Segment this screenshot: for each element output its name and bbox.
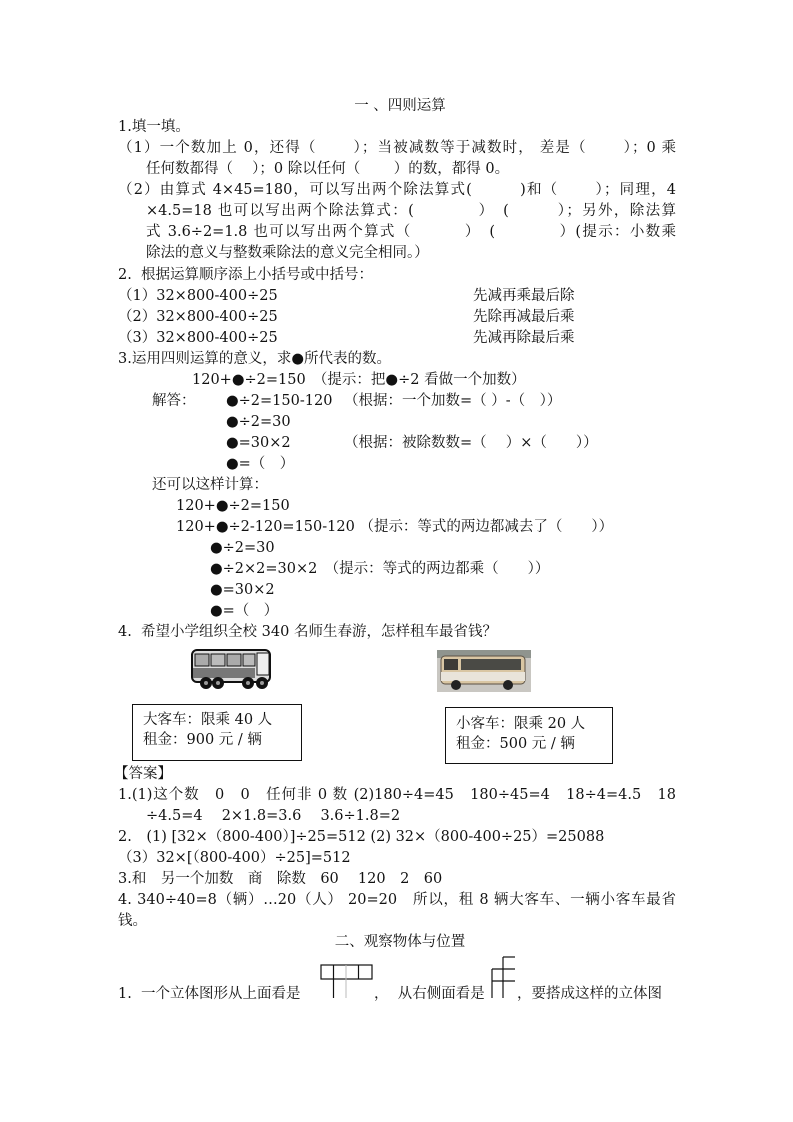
answers-heading: 【答案】	[114, 766, 172, 782]
q1-part1-line2: 任何数都得（ ）；0 除以任何（ ）的数，都得 0。	[146, 161, 510, 177]
q3-step-4-expr: ●=（ ）	[226, 456, 295, 472]
small-bus-info-box	[445, 707, 613, 764]
q2-item-2-order: 先除再减最后乘	[473, 309, 575, 325]
q2-heading: 2. 根据运算顺序添上小括号或中括号：	[118, 267, 374, 283]
q2-item-3-expr: （3）32×800-400÷25	[118, 330, 278, 346]
answer-2-line1: 2. (1) [32×（800-400）]÷25=512 (2) 32×（800-400÷25）=25088	[118, 829, 605, 845]
q3-heading: 3.运用四则运算的意义，求●所代表的数。	[118, 351, 391, 367]
q4-heading: 4. 希望小学组织全校 340 名师生春游，怎样租车最省钱？	[118, 624, 497, 640]
q2-item-3-order: 先减再除最后乘	[473, 330, 575, 346]
answer-3: 3.和 另一个加数 商 除数 60 120 2 60	[118, 871, 443, 887]
section2-q1-text-part2: ， 从右侧面看是	[374, 986, 485, 1002]
q3-step-2-expr: ●÷2=30	[226, 414, 291, 430]
small-bus-capacity: 小客车：限乘 20 人	[456, 716, 586, 732]
q3-alt-step-6: ●=（ ）	[210, 603, 279, 619]
q3-alt-step-5: ●=30×2	[210, 582, 275, 598]
q3-alt-step-3: ●÷2=30	[210, 540, 275, 556]
q3-alt-step-2: 120+●÷2-120=150-120 （提示：等式的两边都减去了（ ））	[176, 519, 614, 535]
answer-4-line1: 4. 340÷40=8（辆）…20（人） 20=20 所以，租 8 辆大客车、一辆小客车最省	[118, 892, 676, 908]
q3-alt-step-4: ●÷2×2=30×2 （提示：等式的两边都乘（ ））	[210, 561, 550, 577]
q1-part2-line4: 除法的意义与整数乘除法的意义完全相同。）	[146, 245, 429, 261]
q1-part2-line2: ×4.5=18 也可以写出两个除法算式：( ） ( ）；另外，除法算	[146, 203, 676, 219]
q1-part2-line1: （2）由算式 4×45=180，可以写出两个除法算式( )和（ ）；同理，4	[118, 182, 676, 198]
q3-alt-heading: 还可以这样计算：	[152, 477, 268, 493]
q3-step-3-hint: （根据：被除数数=（ ）×（ ））	[344, 435, 598, 451]
q3-answer-label: 解答：	[152, 393, 196, 409]
q3-step-1-expr: ●÷2=150-120	[226, 393, 333, 409]
big-bus-capacity: 大客车：限乘 40 人	[143, 712, 273, 728]
section-title-arithmetic: 一 、四则运算	[354, 98, 446, 114]
answer-2-line2: （3）32×[（800-400）÷25]=512	[118, 850, 351, 866]
answer-1-line2: ÷4.5=4 2×1.8=3.6 3.6÷1.8=2	[146, 808, 401, 824]
answer-4-line2: 钱。	[118, 913, 147, 929]
big-bus-info-box	[132, 704, 302, 761]
q3-equation: 120+●÷2=150 （提示：把●÷2 看做一个加数）	[192, 372, 526, 388]
q3-alt-step-1: 120+●÷2=150	[176, 498, 290, 514]
small-bus-image	[437, 650, 531, 692]
section2-q1-text-part3: ，要搭成这样的立体图	[517, 986, 662, 1002]
big-bus-rent: 租金：900 元 / 辆	[143, 732, 262, 748]
section2-q1-text-part1: 1. 一个立体图形从上面看是	[118, 986, 301, 1002]
section-title-observation: 二、观察物体与位置	[334, 934, 466, 950]
q3-step-3-expr: ●=30×2	[226, 435, 291, 451]
q3-step-1-hint: （根据：一个加数=（ ）-（ ））	[344, 393, 562, 409]
answer-1-line1: 1.(1)这个数 0 0 任何非 0 数 (2)180÷4=45 180÷45=4 18÷4=4.5 18	[118, 787, 676, 803]
big-bus-image	[190, 646, 276, 692]
q2-item-1-expr: （1）32×800-400÷25	[118, 288, 278, 304]
q1-heading: 1.填一填。	[118, 119, 190, 135]
small-bus-rent: 租金：500 元 / 辆	[456, 736, 575, 752]
side-view-figure	[491, 956, 517, 998]
q2-item-1-order: 先减再乘最后除	[473, 288, 575, 304]
q1-part1-line1: （1）一个数加上 0，还得（ ）；当被减数等于减数时， 差是（ ）；0 乘	[118, 140, 676, 156]
top-view-figure	[320, 964, 374, 998]
q2-item-2-expr: （2）32×800-400÷25	[118, 309, 278, 325]
q1-part2-line3: 式 3.6÷2=1.8 也可以写出两个算式（ ） ( ）(提示：小数乘	[146, 224, 676, 240]
